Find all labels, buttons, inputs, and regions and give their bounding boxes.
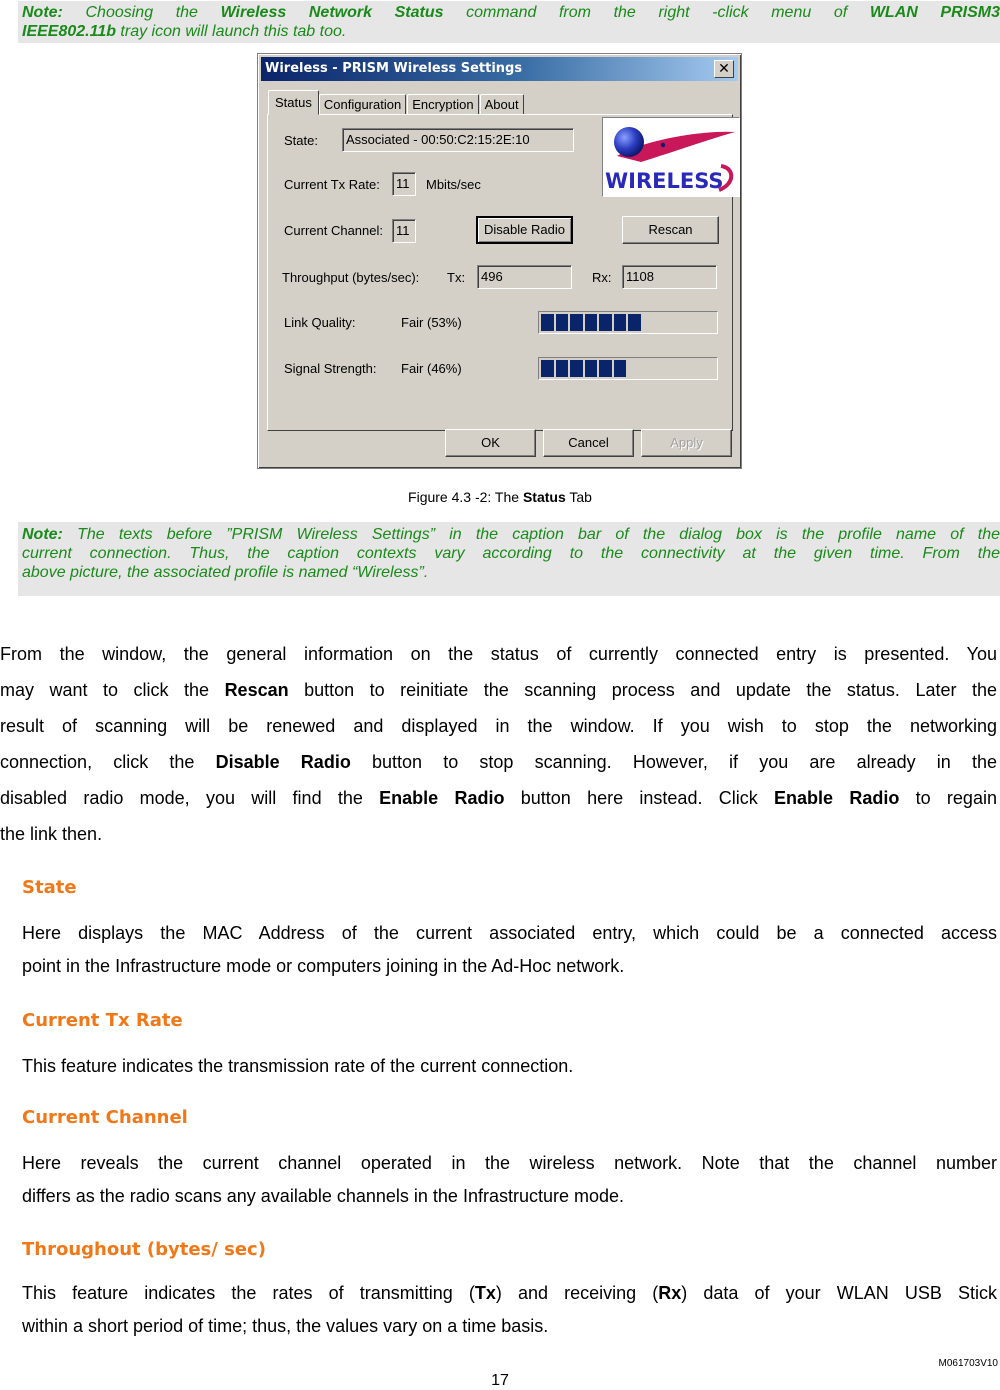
note-text: The texts before ”PRISM Wireless Settings” in the caption bar of the dialog box is the profile name of the [62,526,1000,543]
progress-block [585,360,598,377]
figure-caption [0,489,1000,505]
heading-tx-rate: Current Tx Rate [22,1010,183,1031]
tab-status[interactable]: Status [268,90,319,115]
progress-block [585,314,598,331]
note-bottom-line3: above picture, the associated profile is named “Wireless”. [22,564,429,581]
text: may want to click the [0,680,225,700]
note-text: command from the right -click menu of [443,4,870,21]
tab-about[interactable]: About [480,94,524,115]
desc-line: Here displays the MAC Address of the current associated entry, which could be a connected access [22,923,997,943]
note-top-line1 [22,3,1000,22]
disable-radio-button[interactable]: Disable Radio [476,216,573,244]
progress-block [541,314,554,331]
rx-label: Rx: [592,270,612,285]
note-top-line2 [22,23,346,40]
channel-label: Current Channel: [284,223,383,238]
desc-line: differs as the radio scans any available channels in the Infrastructure mode. [22,1186,625,1206]
state-field: Associated - 00:50:C2:15:2E:10 [342,128,574,152]
intro-line [0,672,997,708]
caption-text: Figure 4.3 -2: The [408,489,523,505]
heading-throughput: Throughout (bytes/ sec) [22,1239,266,1260]
note-text: Choosing the [62,4,221,21]
progress-block [614,314,627,331]
intro-paragraph [0,636,997,852]
progress-block [599,360,612,377]
tx-rate-label: Current Tx Rate: [284,177,380,192]
desc-line: within a short period of time; thus, the values vary on a time basis. [22,1316,549,1336]
text: button here instead. Click [504,788,775,808]
signal-strength-bar [538,357,718,380]
note-label: Note: [22,526,63,543]
note-label: Note: [22,4,63,21]
enable-radio-ref: Enable Radio [379,788,505,808]
progress-block [556,314,569,331]
throughput-label: Throughput (bytes/sec): [282,270,420,285]
intro-line: the link then. [0,824,103,844]
caption-bold: Status [522,489,566,505]
caption-text: Tab [565,489,592,505]
cancel-button[interactable]: Cancel [543,429,634,457]
wireless-logo [602,117,740,197]
note-top [18,1,1000,43]
text: ) and receiving ( [495,1283,659,1303]
note-bottom [18,522,1000,596]
note-bottom-line1 [22,525,1000,544]
desc-throughput [22,1277,997,1343]
dialog-titlebar[interactable] [261,57,738,81]
desc-state [22,917,997,983]
globe-logo-icon [603,118,739,196]
progress-block [599,314,612,331]
desc-line: point in the Infrastructure mode or computers joining in the Ad-Hoc network. [22,956,625,976]
note-bold: WLAN PRISM3 [869,4,1000,21]
document-id: M061703V10 [938,1358,998,1369]
progress-block [556,360,569,377]
text: ) data of your WLAN USB Stick [681,1283,997,1303]
enable-radio-ref: Enable Radio [774,788,900,808]
tx-rate-unit: Mbits/sec [426,177,481,192]
note-bottom-line2: current connection. Thus, the caption contexts vary according to the connectivity at the given time. From the [22,545,1000,562]
note-bold: IEEE802.11b [22,23,116,40]
heading-state: State [22,877,77,898]
state-label: State: [284,133,318,148]
tx-label: Tx: [447,270,466,285]
rescan-ref: Rescan [224,680,289,700]
progress-block [614,360,627,377]
link-quality-label: Link Quality: [284,315,356,330]
rx-ref: Rx [658,1283,682,1303]
text: disabled radio mode, you will find the [0,788,380,808]
rx-field: 1108 [622,265,717,289]
progress-block [628,314,641,331]
text: button to reinitiate the scanning process and update the status. Later the [288,680,997,700]
tab-encryption[interactable]: Encryption [407,94,478,115]
tx-field: 496 [477,265,572,289]
note-text: tray icon will launch this tab too. [115,23,347,40]
desc-line: This feature indicates the transmission rate of the current connection. [22,1056,574,1076]
prism-settings-dialog [257,53,742,469]
signal-strength-label: Signal Strength: [284,361,377,376]
disable-radio-ref: Disable Radio [215,752,351,772]
channel-field: 11 [392,219,416,243]
progress-block [570,314,583,331]
desc-tx-rate [22,1050,997,1083]
close-button[interactable] [714,60,734,78]
ok-button[interactable]: OK [445,429,536,457]
tab-configuration[interactable]: Configuration [319,94,406,115]
intro-line [0,744,997,780]
desc-channel [22,1147,997,1213]
progress-block [541,360,554,377]
signal-strength-value: Fair (46%) [401,361,462,376]
svg-text:WIRELESS: WIRELESS [605,169,724,193]
close-icon: ✕ [718,61,730,77]
link-quality-bar [538,311,718,334]
desc-line: Here reveals the current channel operated in the wireless network. Note that the channel number [22,1153,997,1173]
rescan-button[interactable]: Rescan [622,216,719,244]
tab-strip [268,91,525,115]
intro-line: From the window, the general information on the status of currently connected entry is presented. You [0,644,997,664]
text: connection, click the [0,752,216,772]
text: This feature indicates the rates of transmitting ( [22,1283,475,1303]
dialog-title: Wireless - PRISM Wireless Settings [265,61,523,76]
text: button to stop scanning. However, if you are already in the [350,752,998,772]
status-panel [267,114,733,431]
text: to regain [899,788,997,808]
apply-button[interactable]: Apply [641,429,732,457]
progress-block [570,360,583,377]
intro-line [0,780,997,816]
page-number: 17 [491,1372,509,1389]
heading-channel: Current Channel [22,1107,188,1128]
desc-line [22,1277,997,1310]
intro-line: result of scanning will be renewed and displayed in the window. If you wish to stop the networking [0,716,997,736]
note-bold: Wireless Network Status [220,4,444,21]
tx-ref: Tx [474,1283,496,1303]
link-quality-value: Fair (53%) [401,315,462,330]
tx-rate-field: 11 [392,172,416,196]
